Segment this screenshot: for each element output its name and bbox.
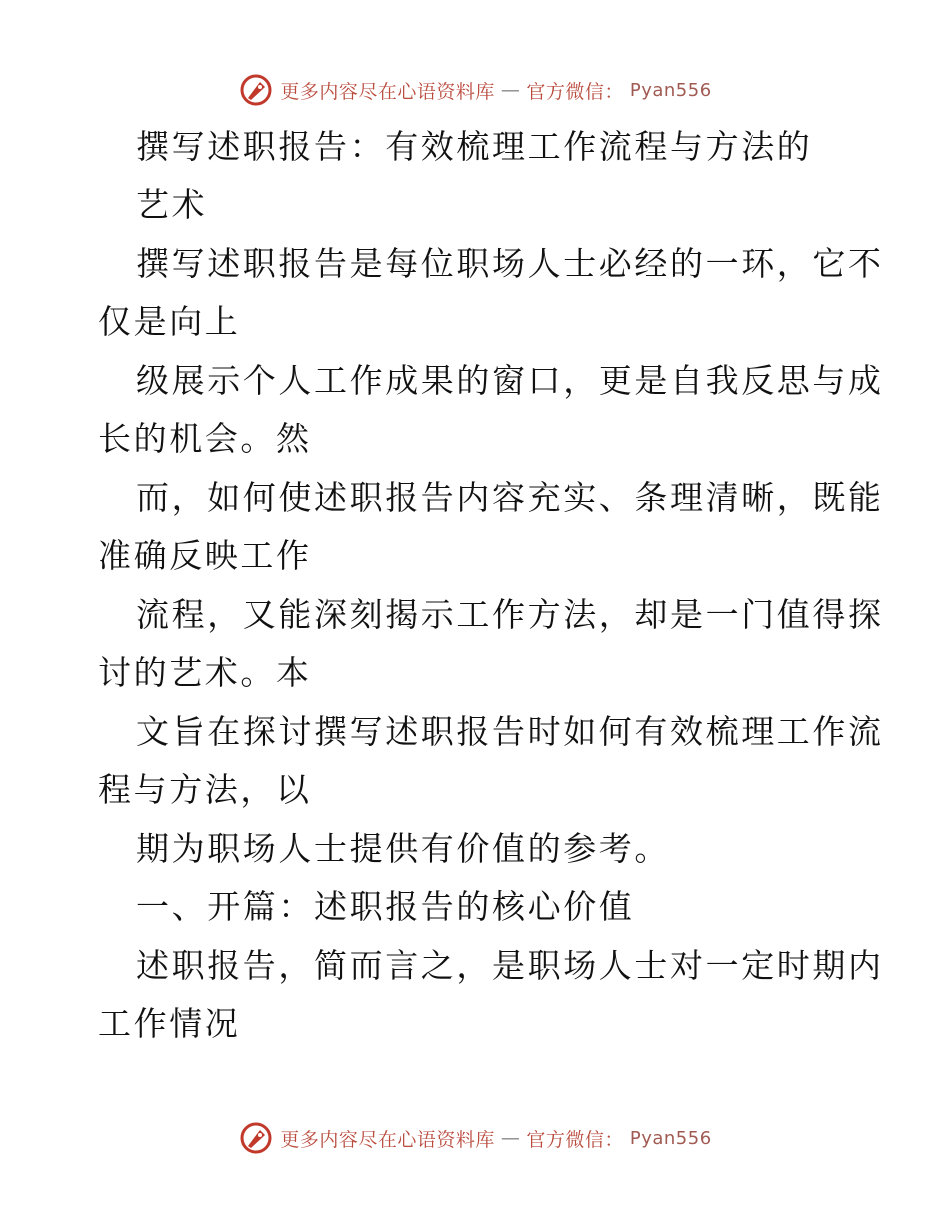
paragraph-line: 文旨在探讨撰写述职报告时如何有效梳理工作流 bbox=[136, 712, 884, 751]
paragraph-line: 仅是向上 bbox=[98, 302, 241, 341]
paragraph-line: 工作情况 bbox=[98, 1004, 241, 1043]
paragraph-line: 长的机会。然 bbox=[98, 419, 312, 458]
paragraph-line: 而，如何使述职报告内容充实、条理清晰，既能 bbox=[136, 478, 884, 517]
paragraph-line: 讨的艺术。本 bbox=[98, 653, 312, 692]
watermark-wechat-id: Pyan556 bbox=[629, 1127, 712, 1149]
watermark-wechat-id: Pyan556 bbox=[629, 79, 712, 101]
document-title-line-2: 艺术 bbox=[136, 185, 208, 224]
paragraph-line: 述职报告，简而言之，是职场人士对一定时期内 bbox=[136, 946, 884, 985]
section-heading: 一、开篇：述职报告的核心价值 bbox=[136, 887, 635, 926]
paragraph-line: 级展示个人工作成果的窗口，更是自我反思与成 bbox=[136, 361, 884, 400]
document-title-line-1: 撰写述职报告：有效梳理工作流程与方法的 bbox=[136, 127, 813, 166]
watermark-separator: — bbox=[500, 1127, 521, 1149]
watermark-separator: — bbox=[500, 79, 521, 101]
pen-nib-logo-icon bbox=[238, 72, 274, 108]
paragraph-line: 程与方法，以 bbox=[98, 770, 312, 809]
header-watermark bbox=[0, 72, 950, 108]
paragraph-line: 期为职场人士提供有价值的参考。 bbox=[136, 829, 670, 868]
paragraph-line: 撰写述职报告是每位职场人士必经的一环，它不 bbox=[136, 244, 884, 283]
paragraph-line: 流程，又能深刻揭示工作方法，却是一门值得探 bbox=[136, 595, 884, 634]
watermark-main-text: 更多内容尽在心语资料库 bbox=[280, 1128, 495, 1151]
watermark-wechat-label: 官方微信： bbox=[526, 1128, 624, 1151]
paragraph-line: 准确反映工作 bbox=[98, 536, 312, 575]
watermark-wechat-label: 官方微信： bbox=[526, 80, 624, 103]
footer-watermark bbox=[0, 1120, 950, 1156]
watermark-main-text: 更多内容尽在心语资料库 bbox=[280, 80, 495, 103]
pen-nib-logo-icon bbox=[238, 1120, 274, 1156]
